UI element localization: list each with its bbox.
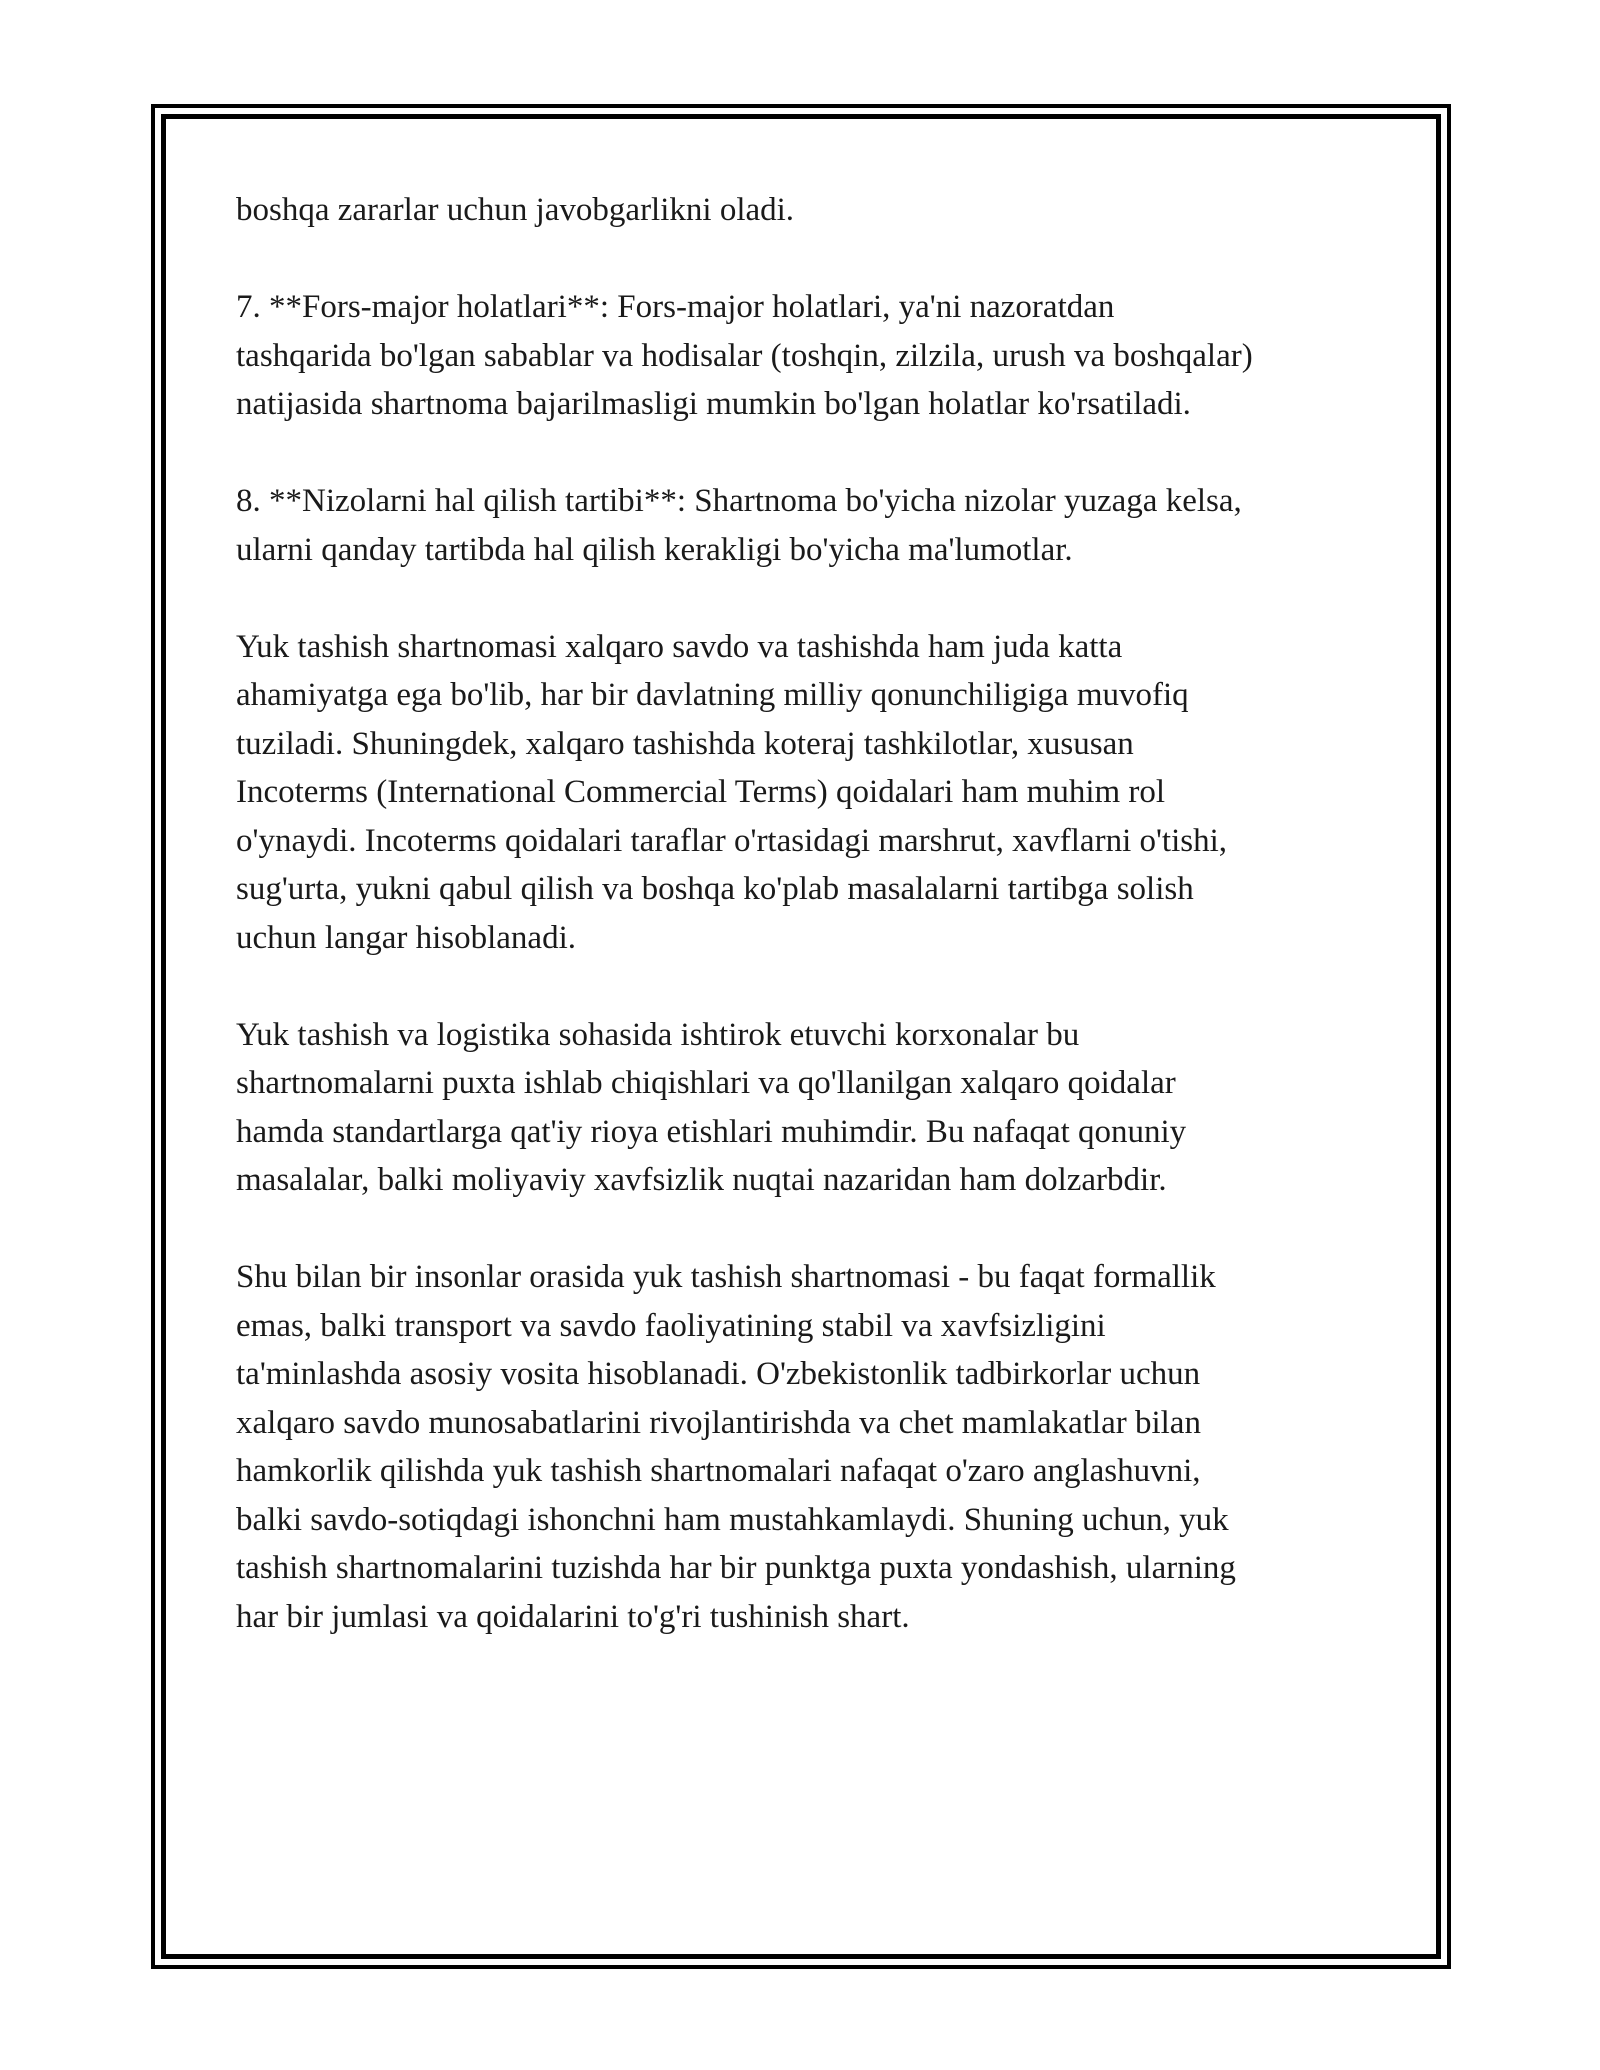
- text-line: Shu bilan bir insonlar orasida yuk tashish shartnomasi - bu faqat formallik: [236, 1259, 1216, 1295]
- paragraph-logistics: [236, 1011, 1386, 1205]
- text-line: o'ynaydi. Incoterms qoidalari taraflar o'rtasidagi marshrut, xavflarni o'tishi,: [236, 822, 1228, 859]
- text-line: 8. **Nizolarni hal qilish tartibi**: Shartnoma bo'yicha nizolar yuzaga kelsa,: [236, 483, 1242, 519]
- text-line: Incoterms (International Commercial Terms) qoidalari ham muhim rol: [236, 774, 1166, 810]
- paragraph-force-majeure: [236, 283, 1386, 429]
- text-line: har bir jumlasi va qoidalarini to'g'ri tushinish shart.: [236, 1598, 910, 1635]
- text-line: Yuk tashish va logistika sohasida ishtirok etuvchi korxonalar bu: [236, 1016, 1080, 1053]
- text-line: natijasida shartnoma bajarilmasligi mumkin bo'lgan holatlar ko'rsatiladi.: [236, 386, 1191, 422]
- text-line: ahamiyatga ega bo'lib, har bir davlatning milliy qonunchiligiga muvofiq: [236, 677, 1189, 713]
- paragraph-conclusion: [236, 1253, 1386, 1641]
- text-line: ularni qanday tartibda hal qilish kerakligi bo'yicha ma'lumotlar.: [236, 531, 1073, 568]
- text-line: hamda standartlarga qat'iy rioya etishlari muhimdir. Bu nafaqat qonuniy: [236, 1113, 1187, 1150]
- document-body: [236, 186, 1386, 1690]
- text-line: uchun langar hisoblanadi.: [236, 919, 576, 956]
- text-line: ta'minlashda asosiy vosita hisoblanadi. O'zbekistonlik tadbirkorlar uchun: [236, 1356, 1201, 1392]
- paragraph-dispute-resolution: [236, 477, 1386, 574]
- text-line: sug'urta, yukni qabul qilish va boshqa ko'plab masalalarni tartibga solish: [236, 871, 1194, 907]
- paragraph-continuation: [236, 186, 1386, 235]
- text-line: hamkorlik qilishda yuk tashish shartnomalari nafaqat o'zaro anglashuvni,: [236, 1453, 1201, 1489]
- text-line: tashish shartnomalarini tuzishda har bir punktga puxta yondashish, ularning: [236, 1550, 1236, 1586]
- paragraph-international-trade: [236, 623, 1386, 963]
- text-line: 7. **Fors-major holatlari**: Fors-major holatlari, ya'ni nazoratdan: [236, 289, 1115, 325]
- text-line: masalalar, balki moliyaviy xavfsizlik nuqtai nazaridan ham dolzarbdir.: [236, 1162, 1167, 1198]
- text-line: xalqaro savdo munosabatlarini rivojlantirishda va chet mamlakatlar bilan: [236, 1404, 1201, 1441]
- text-line: boshqa zararlar uchun javobgarlikni oladi.: [236, 192, 795, 228]
- text-line: Yuk tashish shartnomasi xalqaro savdo va tashishda ham juda katta: [236, 628, 1123, 665]
- text-line: tuziladi. Shuningdek, xalqaro tashishda koteraj tashkilotlar, xususan: [236, 725, 1134, 762]
- text-line: tashqarida bo'lgan sabablar va hodisalar (toshqin, zilzila, urush va boshqalar): [236, 337, 1253, 374]
- text-line: balki savdo-sotiqdagi ishonchni ham mustahkamlaydi. Shuning uchun, yuk: [236, 1501, 1229, 1538]
- text-line: emas, balki transport va savdo faoliyatining stabil va xavfsizligini: [236, 1307, 1106, 1344]
- text-line: shartnomalarni puxta ishlab chiqishlari va qo'llanilgan xalqaro qoidalar: [236, 1065, 1176, 1101]
